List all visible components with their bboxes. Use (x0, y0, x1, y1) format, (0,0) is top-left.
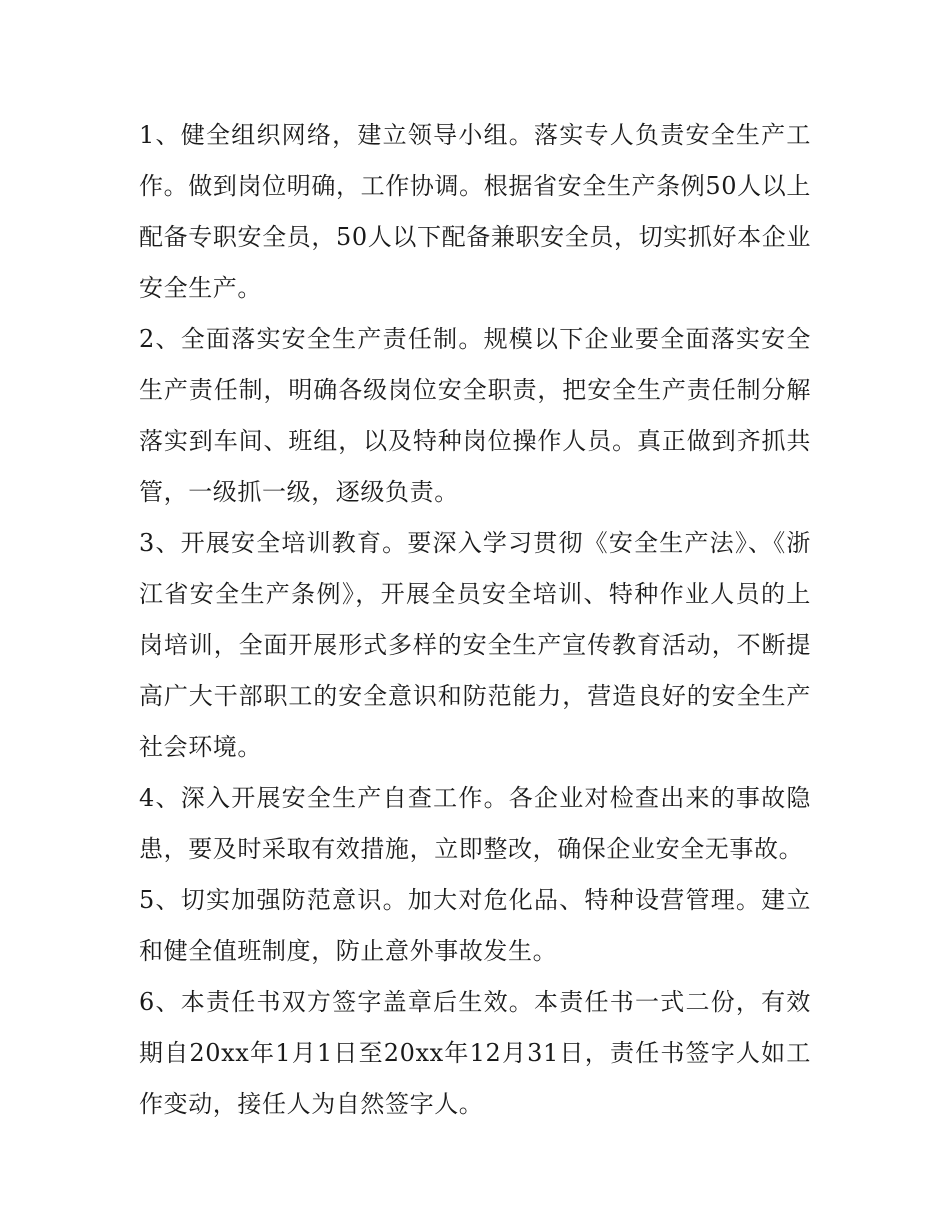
paragraph-4: 4、深入开展安全生产自查工作。各企业对检查出来的事故隐患，要及时采取有效措施，立即整改，确保企业安全无事故。 (139, 784, 811, 863)
paragraph-2: 2、全面落实安全生产责任制。规模以下企业要全面落实安全生产责任制，明确各级岗位安全职责，把安全生产责任制分解落实到车间、班组，以及特种岗位操作人员。真正做到齐抓共管，一级抓一级，逐级负责。 (139, 325, 811, 506)
paragraph-6: 6、本责任书双方签字盖章后生效。本责任书一式二份，有效期自20xx年1月1日至20xx年12月31日，责任书签字人如工作变动，接任人为自然签字人。 (139, 988, 811, 1118)
paragraph-3: 3、开展安全培训教育。要深入学习贯彻《安全生产法》、《浙江省安全生产条例》，开展全员安全培训、特种作业人员的上岗培训，全面开展形式多样的安全生产宣传教育活动，不断提高广大干部职工的安全意识和防范能力，营造良好的安全生产社会环境。 (139, 529, 811, 761)
document-body (139, 110, 811, 1130)
paragraph-1: 1、健全组织网络，建立领导小组。落实专人负责安全生产工作。做到岗位明确，工作协调。根据省安全生产条例50人以上配备专职安全员，50人以下配备兼职安全员，切实抓好本企业安全生产。 (139, 121, 811, 302)
paragraph-5: 5、切实加强防范意识。加大对危化品、特种设营管理。建立和健全值班制度，防止意外事故发生。 (139, 886, 811, 965)
